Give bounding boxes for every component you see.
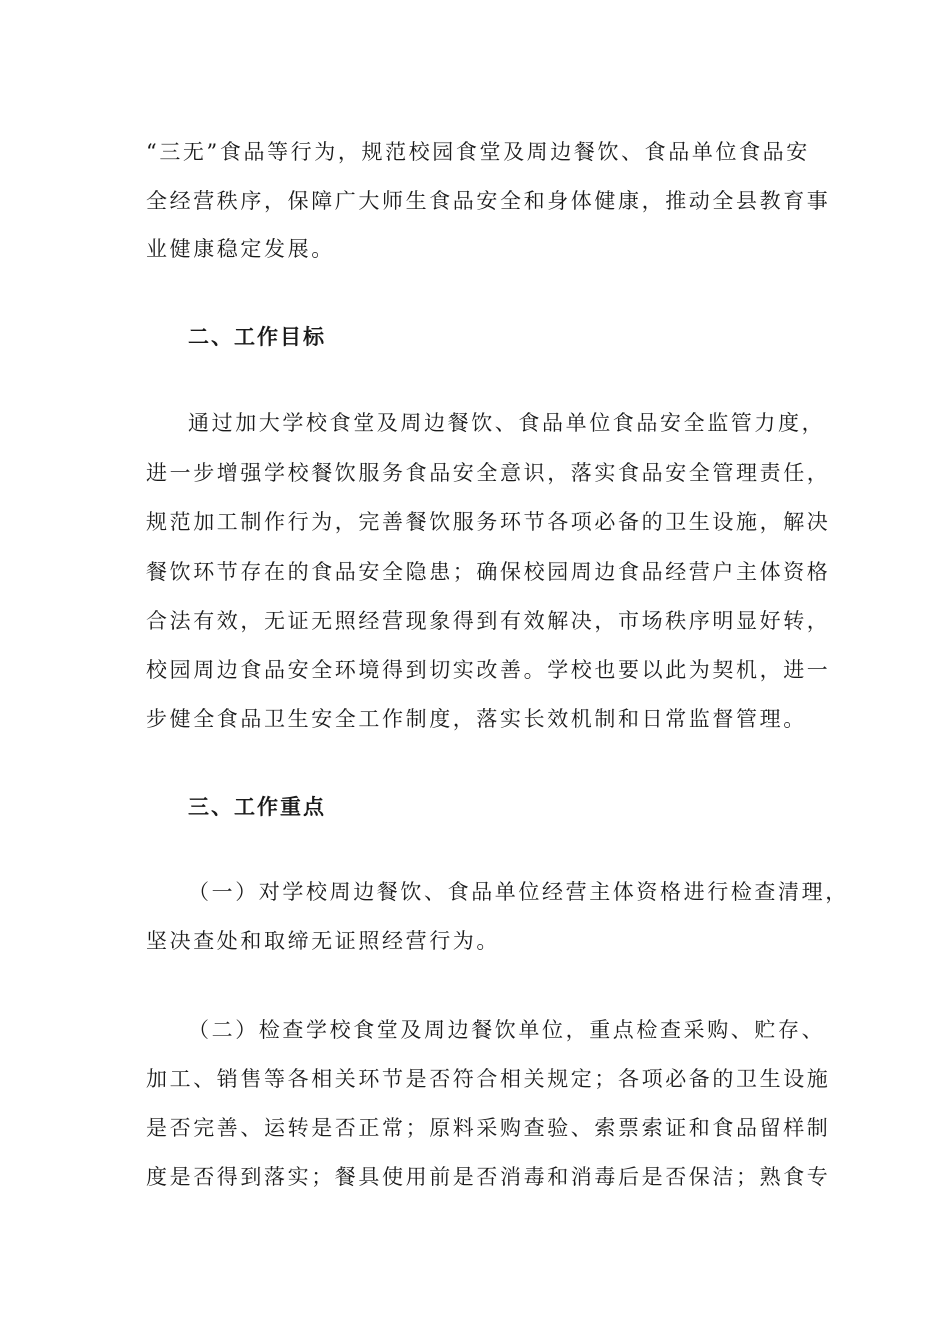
section-heading-focus: 三、工作重点 xyxy=(188,794,326,819)
goals-line-3: 规范加工制作行为，完善餐饮服务环节各项必备的卫生设施，解决 xyxy=(146,510,831,534)
goals-line-7: 步健全食品卫生安全工作制度，落实长效机制和日常监督管理。 xyxy=(146,707,807,731)
item2-line-2: 加工、销售等各相关环节是否符合相关规定；各项必备的卫生设施 xyxy=(146,1067,831,1091)
intro-line-2: 全经营秩序，保障广大师生食品安全和身体健康，推动全县教育事 xyxy=(146,189,831,213)
item1-line-2: 坚决查处和取缔无证照经营行为。 xyxy=(146,929,500,953)
item2-line-1: （二）检查学校食堂及周边餐饮单位，重点检查采购、贮存、 xyxy=(188,1018,826,1042)
goals-line-1: 通过加大学校食堂及周边餐饮、食品单位食品安全监管力度， xyxy=(188,411,826,435)
goals-line-5: 合法有效，无证无照经营现象得到有效解决，市场秩序明显好转， xyxy=(146,609,831,633)
item2-line-4: 度是否得到落实；餐具使用前是否消毒和消毒后是否保洁；熟食专 xyxy=(146,1165,831,1189)
item1-line-1: （一）对学校周边餐饮、食品单位经营主体资格进行检查清理， xyxy=(188,880,849,904)
goals-line-4: 餐饮环节存在的食品安全隐患；确保校园周边食品经营户主体资格 xyxy=(146,560,831,584)
goals-line-2: 进一步增强学校餐饮服务食品安全意识，落实食品安全管理责任， xyxy=(146,461,831,485)
goals-line-6: 校园周边食品安全环境得到切实改善。学校也要以此为契机，进一 xyxy=(146,658,831,682)
intro-line-1: “三无”食品等行为，规范校园食堂及周边餐饮、食品单位食品安 xyxy=(146,140,810,164)
item2-line-3: 是否完善、运转是否正常；原料采购查验、索票索证和食品留样制 xyxy=(146,1116,831,1140)
section-heading-goals: 二、工作目标 xyxy=(188,324,326,349)
intro-line-3: 业健康稳定发展。 xyxy=(146,237,335,261)
